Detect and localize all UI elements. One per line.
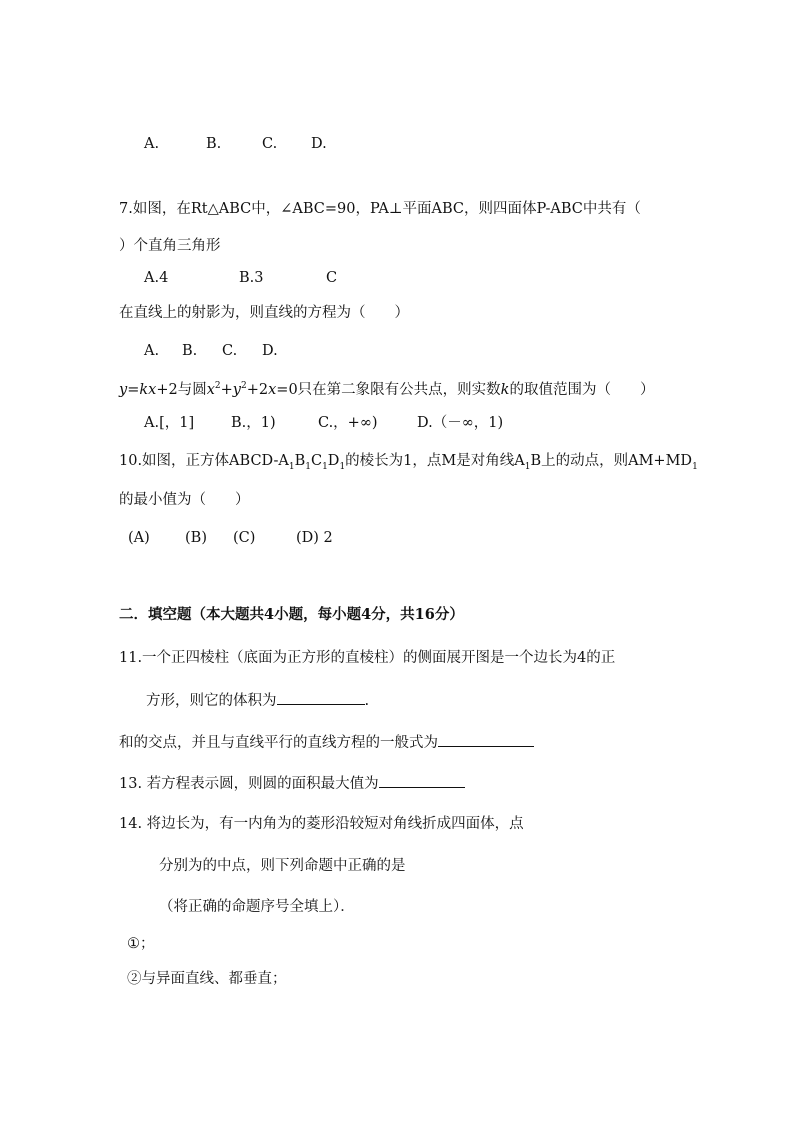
q10-s5: 1 xyxy=(524,461,531,472)
q8-text: 在直线上的射影为，则直线的方程为（ ） xyxy=(119,305,409,321)
q11-line2-end: . xyxy=(364,693,370,709)
q10-s6: 1 xyxy=(692,461,698,472)
q10-line1 xyxy=(119,451,698,477)
q10-s1: 1 xyxy=(288,461,295,472)
q8-option-c: C. xyxy=(222,343,238,359)
q9-option-c: C.，+∞) xyxy=(318,415,378,431)
q7-line1: 7.如图，在Rt△ABC中，∠ABC=90，PA⊥平面ABC，则四面体P-ABC中共有（ xyxy=(119,201,641,217)
q10-s2: 1 xyxy=(305,461,311,472)
q14-line2: 分别为的中点，则下列命题中正确的是 xyxy=(159,858,406,874)
q10-p5: 的棱长为1，点M是对角线A xyxy=(345,453,525,469)
q11-line2-text: 方形，则它的体积为 xyxy=(146,693,277,709)
q7-line2: ）个直角三角形 xyxy=(119,238,221,254)
q9-option-a: A.[，1] xyxy=(144,415,195,431)
q14-line1: 14. 将边长为，有一内角为的菱形沿较短对角线折成四面体，点 xyxy=(119,816,524,832)
q11-answer-blank[interactable] xyxy=(277,690,365,705)
q10-p2: B xyxy=(294,453,306,469)
q11-line2 xyxy=(146,690,369,711)
q9-eq-part4: =0只在第二象限有公共点，则实数 xyxy=(276,381,501,398)
q13-line xyxy=(119,773,465,794)
q10-s4: 1 xyxy=(339,461,346,472)
q10-option-d: (D) 2 xyxy=(296,530,333,546)
q14-item2: ②与异面直线、都垂直； xyxy=(127,971,287,987)
q10-p3: C xyxy=(310,453,323,469)
q9-eq-y: y xyxy=(119,381,128,398)
q10-line2: 的最小值为（ ） xyxy=(119,492,250,508)
q10-option-b: (B) xyxy=(185,530,207,546)
q9-eq-part1: = xyxy=(127,381,140,398)
q9-eq-plus: + xyxy=(220,381,233,398)
q11-line1: 11.一个正四棱柱（底面为正方形的直棱柱）的侧面展开图是一个边长为4的正 xyxy=(119,650,616,666)
q9-eq-sup1: 2 xyxy=(214,381,221,391)
q9-eq-y2: y xyxy=(232,381,241,398)
q6-option-a: A. xyxy=(144,136,160,152)
q8-option-d: D. xyxy=(262,343,278,359)
q9-eq-part2: +2与圆 xyxy=(156,381,207,398)
q13-text: 13. 若方程表示圆，则圆的面积最大值为 xyxy=(119,776,379,792)
q8-option-a: A. xyxy=(144,343,160,359)
q10-s3: 1 xyxy=(322,461,328,472)
q10-p6: B上的动点，则AM+MD xyxy=(530,453,693,469)
q10-option-a: (A) xyxy=(128,530,150,546)
q9-eq-k: k xyxy=(139,381,149,398)
q14-item1: ①； xyxy=(127,936,155,952)
q9-eq-k2: k xyxy=(500,381,510,398)
q6-option-b: B. xyxy=(206,136,222,152)
q13-answer-blank[interactable] xyxy=(379,773,465,788)
q12-answer-blank[interactable] xyxy=(438,732,534,747)
q8-option-b: B. xyxy=(182,343,198,359)
q14-line3: （将正确的命题序号全填上）． xyxy=(159,899,355,915)
q9-text xyxy=(119,376,654,400)
section2-title: 二．填空题（本大题共4小题，每小题4分，共16分） xyxy=(119,606,464,623)
q10-p1: 10.如图，正方体ABCD-A xyxy=(119,453,289,469)
q6-option-c: C. xyxy=(262,136,278,152)
q9-eq-part3: +2 xyxy=(246,381,269,398)
q10-p4: D xyxy=(327,453,340,469)
q9-eq-part5: 的取值范围为（ ） xyxy=(509,381,655,398)
q9-option-d: D.（－∞，1) xyxy=(417,415,504,431)
q6-option-d: D. xyxy=(311,136,327,152)
q10-option-c: (C) xyxy=(233,530,256,546)
q9-eq-x1: x xyxy=(148,381,157,398)
q9-option-b: B.，1) xyxy=(231,415,276,431)
q9-eq-x2: x xyxy=(206,381,215,398)
q7-option-b: B.3 xyxy=(239,270,264,286)
q9-eq-x3: x xyxy=(268,381,277,398)
q12-text: 和的交点，并且与直线平行的直线方程的一般式为 xyxy=(119,735,438,751)
q7-option-a: A.4 xyxy=(144,270,169,286)
q9-eq-sup2: 2 xyxy=(241,381,247,391)
q12-line xyxy=(119,732,534,753)
q7-option-c: C xyxy=(326,270,338,286)
